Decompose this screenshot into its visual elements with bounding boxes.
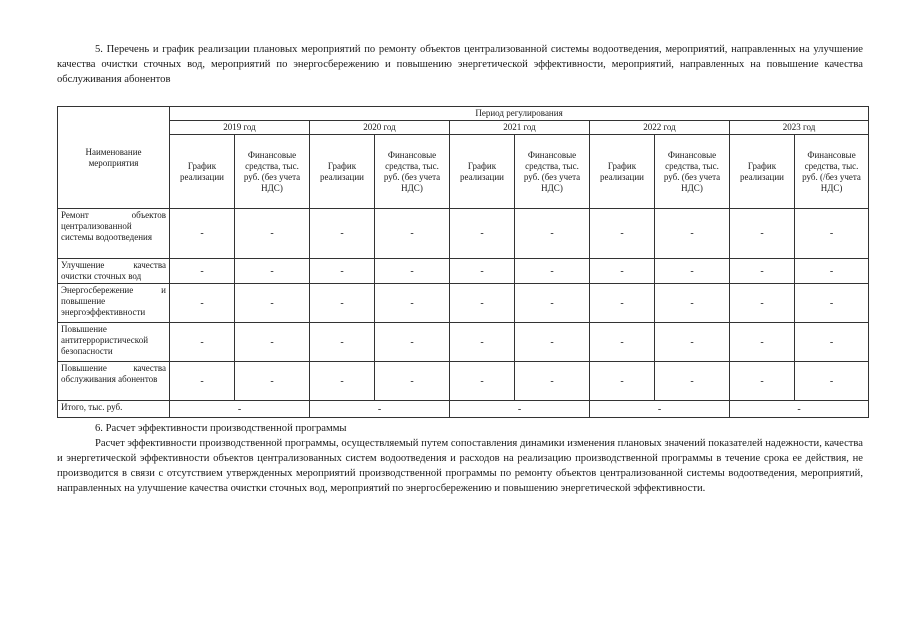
table-cell: - (655, 209, 730, 259)
total-label: Итого, тыс. руб. (58, 401, 170, 418)
table-cell: - (375, 259, 450, 284)
table-cell: - (375, 362, 450, 401)
table-cell: - (235, 209, 310, 259)
table-cell: - (730, 284, 795, 323)
name-header: Наименование мероприятия (58, 107, 170, 209)
total-cell: - (730, 401, 869, 418)
table-cell: - (730, 362, 795, 401)
year-header: 2019 год (170, 121, 310, 135)
table-cell: - (795, 323, 869, 362)
schedule-header: График реализации (170, 135, 235, 209)
year-header: 2021 год (450, 121, 590, 135)
table-cell: - (795, 209, 869, 259)
table-cell: - (515, 323, 590, 362)
finance-header: Финансовые средства, тыс. руб. (без учета НДС) (235, 135, 310, 209)
row-name: Энергосбережение и повышение энергоэффективности (58, 284, 170, 323)
table-cell: - (310, 323, 375, 362)
total-cell: - (310, 401, 450, 418)
row-name: Повышение антитеррористической безопасности (58, 323, 170, 362)
table-cell: - (730, 323, 795, 362)
year-header-row (58, 121, 869, 135)
schedule-header: График реализации (310, 135, 375, 209)
table-cell: - (375, 209, 450, 259)
table-cell: - (450, 209, 515, 259)
table-cell: - (590, 362, 655, 401)
finance-header: Финансовые средства, тыс. руб. (/без учета НДС) (795, 135, 869, 209)
year-header: 2023 год (730, 121, 869, 135)
table-cell: - (590, 209, 655, 259)
table-cell: - (730, 259, 795, 284)
table-cell: - (795, 259, 869, 284)
table-cell: - (170, 284, 235, 323)
section-6-heading: 6. Расчет эффективности производственной программы (95, 423, 347, 434)
table-cell: - (795, 362, 869, 401)
table-cell: - (450, 323, 515, 362)
row-name: Ремонт объектов централизованной системы водоотведения (58, 209, 170, 259)
section-5-paragraph: 5. Перечень и график реализации плановых мероприятий по ремонту объектов централизованной системы водоотведения, мероприятий, направленных на улучшение качества очистки сточных вод, мероприятий по энергосбережению и повышению энергетической эффективности, мероприятий, направленных на повышение качества обслуживания абонентов (57, 44, 863, 85)
table-cell: - (235, 323, 310, 362)
table-cell: - (655, 362, 730, 401)
table-cell: - (310, 284, 375, 323)
table-cell: - (515, 284, 590, 323)
table-cell: - (655, 259, 730, 284)
finance-header: Финансовые средства, тыс. руб. (без учета НДС) (515, 135, 590, 209)
table-row (58, 284, 869, 323)
table-cell: - (515, 259, 590, 284)
table-cell: - (235, 284, 310, 323)
table-cell: - (310, 259, 375, 284)
table-cell: - (235, 362, 310, 401)
table-cell: - (590, 323, 655, 362)
table-cell: - (310, 362, 375, 401)
table-cell: - (590, 259, 655, 284)
period-header: Период регулирования (170, 107, 869, 121)
finance-header: Финансовые средства, тыс. руб. (без учета НДС) (375, 135, 450, 209)
section-6-paragraph: Расчет эффективности производственной программы, осуществляемый путем сопоставления динамики изменения плановых значений показателей надежности, качества и энергетической эффективности объектов централизованных систем водоотведения и расходов на реализацию производственной программы в течение срока ее действия, не производится в связи с отсутствием утвержденных мероприятий производственной программы по ремонту объектов централизованной системы водоотведения, мероприятий, направленных на улучшение качества очистки сточных вод, мероприятий по энергосбережению и повышению энергетической эффективности. (57, 438, 863, 494)
table-row (58, 323, 869, 362)
table-cell: - (375, 284, 450, 323)
row-name: Улучшение качества очистки сточных вод (58, 259, 170, 284)
schedule-header: График реализации (450, 135, 515, 209)
table-cell: - (170, 209, 235, 259)
table-cell: - (450, 284, 515, 323)
table-cell: - (515, 209, 590, 259)
table-cell: - (450, 362, 515, 401)
table-row (58, 362, 869, 401)
table-cell: - (590, 284, 655, 323)
table-cell: - (310, 209, 375, 259)
year-header: 2022 год (590, 121, 730, 135)
schedule-header: График реализации (730, 135, 795, 209)
table-cell: - (170, 259, 235, 284)
sub-header-row (58, 135, 869, 209)
table-cell: - (235, 259, 310, 284)
table-cell: - (655, 323, 730, 362)
row-name: Повышение качества обслуживания абонентов (58, 362, 170, 401)
total-cell: - (590, 401, 730, 418)
table-row (58, 209, 869, 259)
total-row (58, 401, 869, 418)
table-cell: - (730, 209, 795, 259)
plan-table (57, 106, 869, 418)
table-cell: - (170, 362, 235, 401)
finance-header: Финансовые средства, тыс. руб. (без учета НДС) (655, 135, 730, 209)
table-cell: - (450, 259, 515, 284)
total-cell: - (170, 401, 310, 418)
table-cell: - (655, 284, 730, 323)
total-cell: - (450, 401, 590, 418)
table-row (58, 259, 869, 284)
schedule-header: График реализации (590, 135, 655, 209)
year-header: 2020 год (310, 121, 450, 135)
table-cell: - (375, 323, 450, 362)
table-cell: - (515, 362, 590, 401)
table-cell: - (795, 284, 869, 323)
table-cell: - (170, 323, 235, 362)
